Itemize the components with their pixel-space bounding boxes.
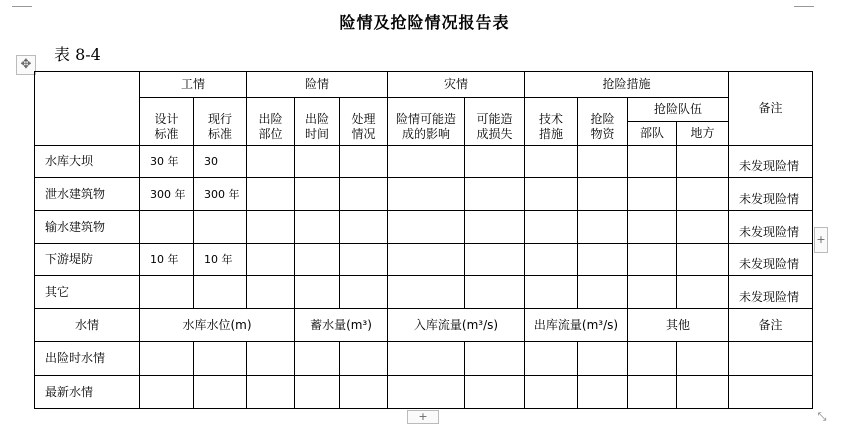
- header-team: 抢险队伍: [628, 98, 729, 122]
- table-row: [35, 146, 813, 178]
- cell-empty[interactable]: [465, 178, 525, 211]
- cell-empty[interactable]: [388, 244, 465, 276]
- page-title: 险情及抢险情况报告表: [339, 13, 510, 32]
- header-handling: 处理 情况: [340, 98, 388, 146]
- cell-empty[interactable]: [628, 211, 677, 244]
- cell-empty[interactable]: [194, 342, 247, 376]
- cell-empty[interactable]: [340, 146, 388, 178]
- cell-design[interactable]: 300 年: [140, 178, 194, 211]
- header-impact: 险情可能造 成的影响: [388, 98, 465, 146]
- cell-empty[interactable]: [525, 244, 578, 276]
- cell-empty[interactable]: [677, 211, 729, 244]
- cell-empty[interactable]: [578, 178, 628, 211]
- cell-empty[interactable]: [677, 244, 729, 276]
- cell-empty[interactable]: [628, 342, 677, 376]
- table-row: [35, 376, 813, 409]
- cell-empty[interactable]: [140, 376, 194, 409]
- cell-empty[interactable]: [388, 178, 465, 211]
- cell-empty[interactable]: [295, 146, 340, 178]
- cell-empty[interactable]: [525, 276, 578, 309]
- cell-empty[interactable]: [247, 211, 295, 244]
- water-col-remark: 备注: [729, 309, 813, 342]
- cell-empty[interactable]: [295, 244, 340, 276]
- add-row-button[interactable]: +: [407, 410, 439, 424]
- cell-empty[interactable]: [340, 376, 388, 409]
- cell-empty[interactable]: [247, 342, 295, 376]
- water-col-level: 水库水位(m): [140, 309, 295, 342]
- cell-empty[interactable]: [578, 342, 628, 376]
- cell-remark[interactable]: 未发现险情: [729, 178, 813, 211]
- cell-empty[interactable]: [729, 376, 813, 409]
- corner-cell[interactable]: [35, 72, 140, 146]
- header-gongqing: 工情: [140, 72, 247, 98]
- cell-empty[interactable]: [140, 342, 194, 376]
- table-label: 表 8-4: [54, 45, 101, 64]
- cell-empty[interactable]: [295, 276, 340, 309]
- cell-empty[interactable]: [295, 376, 340, 409]
- header-materials: 抢险 物资: [578, 98, 628, 146]
- cell-current[interactable]: [194, 211, 247, 244]
- cell-current[interactable]: 30: [194, 146, 247, 178]
- table-row: [35, 342, 813, 376]
- cell-design[interactable]: [140, 211, 194, 244]
- table-row: [35, 178, 813, 211]
- cell-empty[interactable]: [388, 342, 465, 376]
- cell-empty[interactable]: [525, 178, 578, 211]
- header-army: 部队: [628, 122, 677, 146]
- cell-empty[interactable]: [628, 244, 677, 276]
- cell-empty[interactable]: [247, 276, 295, 309]
- report-table: [34, 71, 813, 409]
- cell-empty[interactable]: [340, 178, 388, 211]
- cell-remark[interactable]: 未发现险情: [729, 244, 813, 276]
- header-qiangxian: 抢险措施: [525, 72, 729, 98]
- cell-empty[interactable]: [295, 211, 340, 244]
- cell-empty[interactable]: [247, 244, 295, 276]
- table-row: [35, 244, 813, 276]
- cell-empty[interactable]: [340, 244, 388, 276]
- row-label: 下游堤防: [35, 244, 140, 276]
- row-label: 输水建筑物: [35, 211, 140, 244]
- corner-mark-left: [12, 0, 32, 7]
- header-xianqing: 险情: [247, 72, 388, 98]
- cell-empty[interactable]: [388, 276, 465, 309]
- cell-current[interactable]: 300 年: [194, 178, 247, 211]
- row-label: 水库大坝: [35, 146, 140, 178]
- row-label: 泄水建筑物: [35, 178, 140, 211]
- row-label: 出险时水情: [35, 342, 140, 376]
- header-tech-measures: 技术 措施: [525, 98, 578, 146]
- cell-empty[interactable]: [525, 376, 578, 409]
- cell-empty[interactable]: [578, 276, 628, 309]
- cell-empty[interactable]: [628, 146, 677, 178]
- cell-empty[interactable]: [729, 342, 813, 376]
- cell-empty[interactable]: [578, 244, 628, 276]
- header-design-standard: 设计 标准: [140, 98, 194, 146]
- water-col-outflow: 出库流量(m³/s): [525, 309, 628, 342]
- table-row: [35, 211, 813, 244]
- header-danger-location: 出险 部位: [247, 98, 295, 146]
- cell-empty[interactable]: [677, 342, 729, 376]
- header-zaiqing: 灾情: [388, 72, 525, 98]
- add-column-button[interactable]: +: [814, 227, 828, 253]
- cell-design[interactable]: 30 年: [140, 146, 194, 178]
- cell-empty[interactable]: [677, 376, 729, 409]
- cell-empty[interactable]: [194, 376, 247, 409]
- header-current-standard: 现行 标准: [194, 98, 247, 146]
- row-label: 其它: [35, 276, 140, 309]
- water-header-row: [35, 309, 813, 342]
- cell-design[interactable]: 10 年: [140, 244, 194, 276]
- table-row: [35, 276, 813, 309]
- cell-empty[interactable]: [388, 376, 465, 409]
- header-remark: 备注: [729, 72, 813, 146]
- cell-empty[interactable]: [677, 146, 729, 178]
- cell-empty[interactable]: [388, 211, 465, 244]
- cell-empty[interactable]: [465, 342, 525, 376]
- cell-empty[interactable]: [628, 178, 677, 211]
- cell-empty[interactable]: [578, 376, 628, 409]
- cell-empty[interactable]: [465, 376, 525, 409]
- cell-design[interactable]: [140, 276, 194, 309]
- cell-empty[interactable]: [628, 276, 677, 309]
- header-loss: 可能造 成损失: [465, 98, 525, 146]
- cell-current[interactable]: 10 年: [194, 244, 247, 276]
- cell-empty[interactable]: [677, 178, 729, 211]
- resize-table-icon[interactable]: ⤡: [817, 410, 827, 423]
- cell-empty[interactable]: [247, 146, 295, 178]
- cell-remark[interactable]: 未发现险情: [729, 211, 813, 244]
- corner-mark-right: [794, 0, 814, 7]
- cell-empty[interactable]: [465, 211, 525, 244]
- cell-empty[interactable]: [340, 211, 388, 244]
- cell-empty[interactable]: [578, 146, 628, 178]
- cell-empty[interactable]: [465, 146, 525, 178]
- cell-empty[interactable]: [465, 244, 525, 276]
- cell-empty[interactable]: [628, 376, 677, 409]
- cell-empty[interactable]: [340, 342, 388, 376]
- water-col-storage: 蓄水量(m³): [295, 309, 388, 342]
- row-label: 最新水情: [35, 376, 140, 409]
- header-local: 地方: [677, 122, 729, 146]
- cell-current[interactable]: [194, 276, 247, 309]
- cell-empty[interactable]: [388, 146, 465, 178]
- cell-empty[interactable]: [465, 276, 525, 309]
- water-col-other: 其他: [628, 309, 729, 342]
- cell-empty[interactable]: [247, 376, 295, 409]
- cell-remark[interactable]: 未发现险情: [729, 146, 813, 178]
- move-table-icon[interactable]: ✥: [16, 55, 36, 75]
- cell-empty[interactable]: [525, 342, 578, 376]
- cell-empty[interactable]: [525, 146, 578, 178]
- cell-empty[interactable]: [247, 178, 295, 211]
- cell-remark[interactable]: 未发现险情: [729, 276, 813, 309]
- cell-empty[interactable]: [295, 178, 340, 211]
- cell-empty[interactable]: [578, 211, 628, 244]
- water-label: 水情: [35, 309, 140, 342]
- cell-empty[interactable]: [525, 211, 578, 244]
- cell-empty[interactable]: [677, 276, 729, 309]
- cell-empty[interactable]: [295, 342, 340, 376]
- water-col-inflow: 入库流量(m³/s): [388, 309, 525, 342]
- cell-empty[interactable]: [340, 276, 388, 309]
- header-danger-time: 出险 时间: [295, 98, 340, 146]
